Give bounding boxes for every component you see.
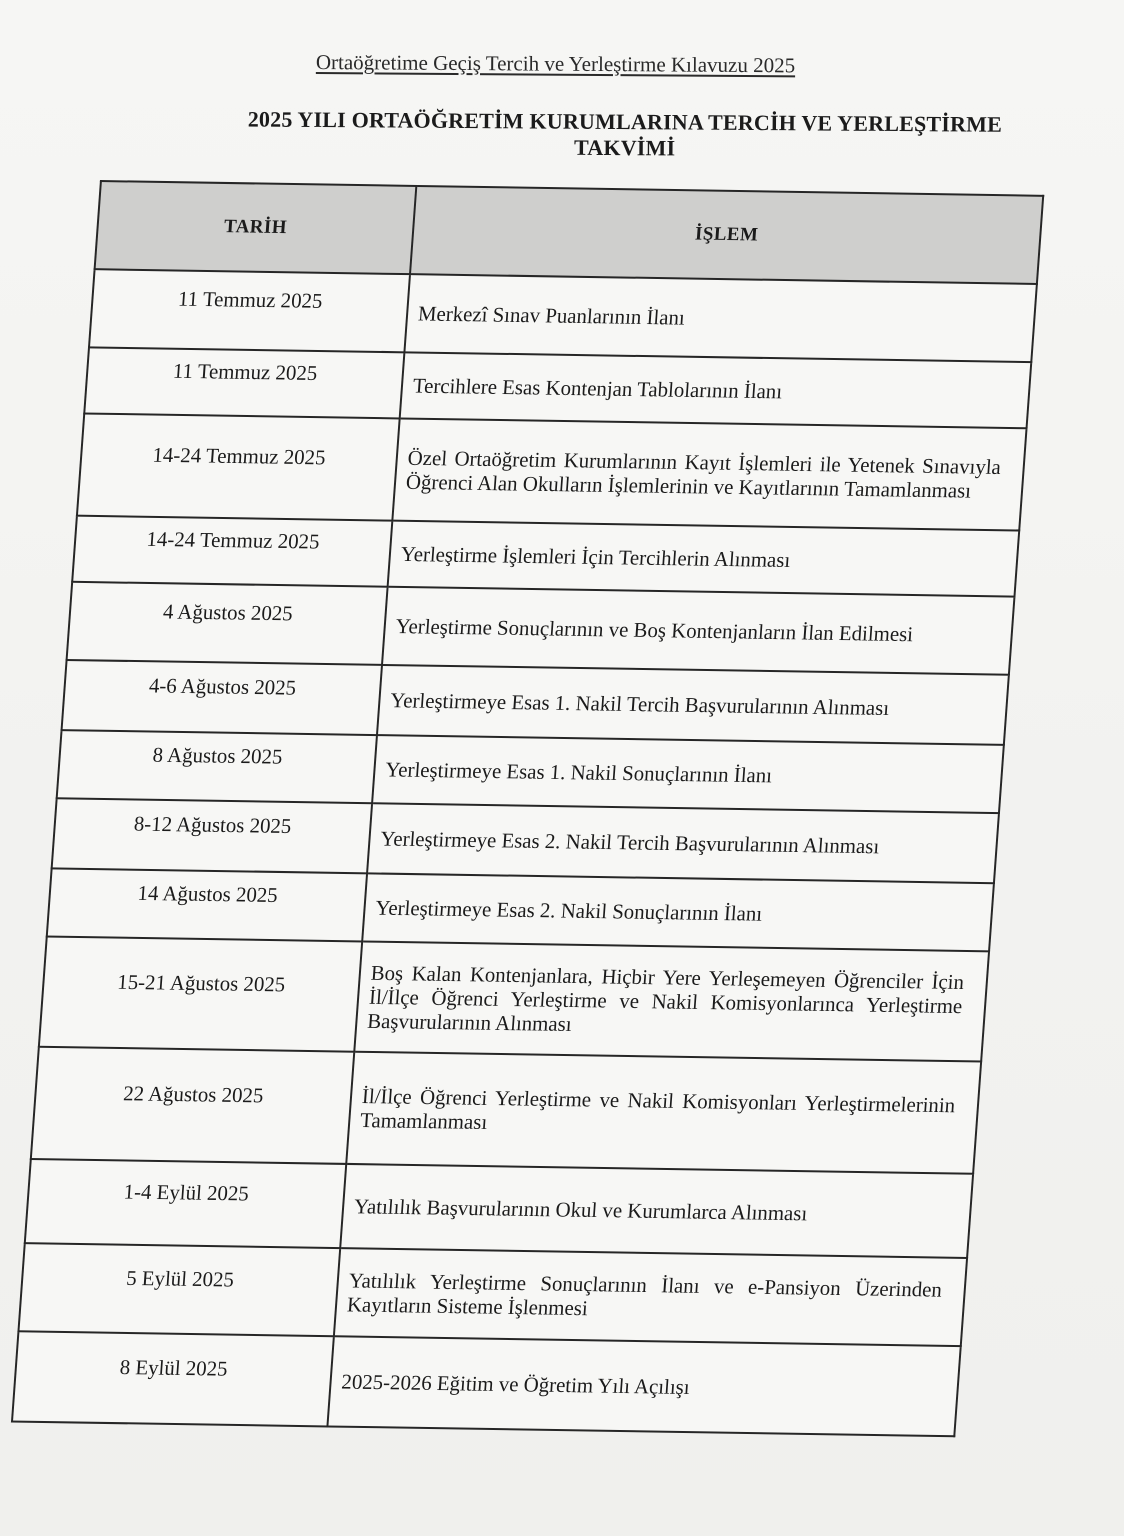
operation-cell — [367, 803, 999, 883]
table-row — [12, 1331, 961, 1436]
row-date: 8 Ağustos 2025 — [151, 742, 284, 769]
operation-cell — [404, 274, 1036, 362]
row-date: 14 Ağustos 2025 — [136, 880, 279, 908]
table-row — [77, 413, 1027, 530]
row-date: 14-24 Temmuz 2025 — [151, 442, 327, 470]
operation-cell — [340, 1164, 973, 1258]
operation-cell — [377, 665, 1009, 745]
date-cell — [47, 868, 367, 941]
date-cell — [57, 730, 377, 803]
row-operation: Yerleştirme İşlemleri İçin Tercihlerin Alınması — [400, 541, 792, 573]
row-operation: Yatılılık Yerleştirme Sonuçlarının İlanı ve e-Pansiyon Üzerinden Kayıtların Sisteme İşlenmesi — [346, 1268, 943, 1321]
row-operation: İl/İlçe Öğrenci Yerleştirme ve Nakil Komisyonları Yerleştirmelerinin Tamamlanması — [359, 1083, 957, 1135]
row-date: 22 Ağustos 2025 — [122, 1081, 265, 1108]
operation-cell — [372, 735, 1004, 813]
row-operation: Yerleştirmeye Esas 2. Nakil Sonuçlarının İlanı — [374, 895, 764, 926]
row-date: 8 Eylül 2025 — [119, 1354, 229, 1381]
operation-cell — [334, 1248, 967, 1346]
title-line-1: 2025 YILI ORTAÖĞRETİM KURUMLARINA TERCİH VE YERLEŞTİRME — [247, 106, 1003, 137]
operation-cell — [392, 418, 1026, 530]
date-cell — [67, 582, 388, 665]
row-date: 4 Ağustos 2025 — [162, 599, 294, 626]
operation-cell — [400, 352, 1032, 428]
operation-cell — [354, 941, 989, 1061]
row-operation: 2025-2026 Eğitim ve Öğretim Yılı Açılışı — [340, 1369, 691, 1400]
row-operation: Tercihlere Esas Kontenjan Tablolarının İlanı — [412, 373, 784, 404]
operation-cell — [327, 1336, 960, 1436]
row-operation: Yerleştirmeye Esas 2. Nakil Tercih Başvurularının Alınması — [379, 826, 881, 859]
operation-cell — [362, 873, 994, 951]
row-date: 15-21 Ağustos 2025 — [116, 969, 287, 997]
table-header-row — [95, 181, 1044, 284]
date-cell — [72, 516, 392, 587]
title-line-2: TAKVİMİ — [574, 134, 676, 161]
running-head: Ortaöğretime Geçiş Tercih ve Yerleştirme Kılavuzu 2025 — [315, 50, 796, 78]
table-row — [25, 1159, 973, 1258]
schedule-table — [11, 180, 1044, 1437]
header-date: TARİH — [95, 181, 417, 274]
row-operation: Özel Ortaöğretim Kurumlarının Kayıt İşlemleri ile Yetenek Sınavıyla Öğrenci Alan Okulların İşlemlerinin ve Kayıtlarının Tamamlanması — [405, 445, 1002, 503]
row-operation: Yatılılık Başvurularının Okul ve Kurumlarca Alınması — [353, 1194, 809, 1226]
row-operation: Yerleştirmeye Esas 1. Nakil Sonuçlarının İlanı — [384, 757, 773, 788]
table-row — [39, 937, 989, 1062]
table-row — [31, 1047, 981, 1174]
row-date: 11 Temmuz 2025 — [177, 286, 324, 313]
row-operation: Merkezî Sınav Puanlarının İlanı — [417, 301, 686, 330]
date-cell — [89, 269, 410, 352]
row-date: 4-6 Ağustos 2025 — [148, 673, 297, 700]
date-cell — [84, 347, 404, 418]
date-cell — [12, 1331, 334, 1426]
operation-cell — [388, 521, 1020, 597]
table-row — [89, 269, 1037, 362]
date-cell — [62, 660, 382, 735]
row-date: 14-24 Temmuz 2025 — [145, 526, 321, 554]
row-operation: Boş Kalan Kontenjanlara, Hiçbir Yere Yerleşemeyen Öğrenciler İçin İl/İlçe Öğrenci Yerleştirme ve Nakil Komisyonlarınca Yerleştirme Başvurularının Alınması — [366, 960, 965, 1037]
table-row — [18, 1243, 967, 1346]
operation-cell — [346, 1052, 981, 1174]
date-cell — [77, 413, 400, 520]
row-operation: Yerleştirmeye Esas 1. Nakil Tercih Başvurularının Alınması — [389, 688, 891, 721]
row-date: 11 Temmuz 2025 — [172, 358, 319, 386]
date-cell — [52, 798, 372, 873]
row-operation: Yerleştirme Sonuçlarının ve Boş Kontenjanların İlan Edilmesi — [394, 613, 914, 647]
date-cell — [25, 1159, 346, 1248]
page-title — [180, 106, 1070, 164]
date-cell — [18, 1243, 340, 1336]
header-operation: İŞLEM — [410, 186, 1043, 284]
row-date: 5 Eylül 2025 — [125, 1265, 235, 1292]
date-cell — [31, 1047, 354, 1164]
row-date: 8-12 Ağustos 2025 — [133, 811, 293, 839]
date-cell — [39, 937, 362, 1052]
row-date: 1-4 Eylül 2025 — [122, 1179, 250, 1206]
operation-cell — [382, 587, 1014, 675]
table-row — [67, 582, 1015, 675]
